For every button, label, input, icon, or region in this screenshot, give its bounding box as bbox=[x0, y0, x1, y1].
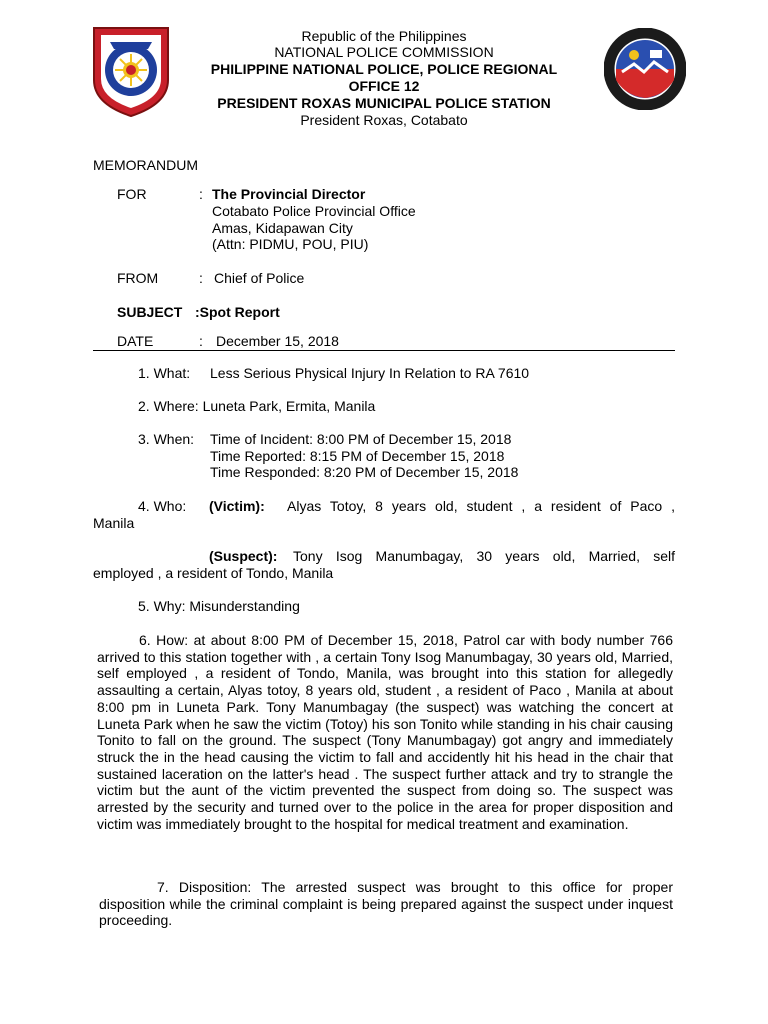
how-paragraph: 6. How: at about 8:00 PM of December 15, 2018, Patrol car with body number 766 arrived to this station together with , a certain Tony Isog Manumbagay, 30 years old, Married, self employed , a resident of Tondo, Manila, was brought into this station for allegedly assaulting a certain, Alyas totoy, 8 years old, student , a resident of Paco , Manila at about 8:00 pm in Luneta Park. Tony Manumbagay (the suspect) was watching the concert at Luneta Park when he saw the victim (Totoy) his son Tonito while standing in his chair causing Tonito to fall on the ground. The suspect (Tony Manumbagay) got angry and immediately struck the in the head causing the victim to fall and accidently hit his head in the chair that sustained laceration on the latter's head . The suspect further attack and try to strangle the victim but the aunt of the victim prevented the suspect from doing so. The suspect was arrested by the security and turned over to the police in the area for proper disposition and victim was immediately brought to the hospital for medical treatment and examination. bbox=[97, 632, 673, 832]
suspect-label: (Suspect): bbox=[209, 548, 278, 564]
when-responded: Time Responded: 8:20 PM of December 15, 2018 bbox=[210, 464, 519, 480]
where-line: 2. Where: Luneta Park, Ermita, Manila bbox=[138, 398, 376, 414]
for-office: Cotabato Police Provincial Office bbox=[212, 203, 416, 219]
date-colon: : bbox=[199, 333, 203, 349]
from-colon: : bbox=[199, 270, 203, 286]
disposition-paragraph: 7. Disposition: The arrested suspect was brought to this office for proper disposition while the criminal complaint is being prepared against the suspect under inquest proceeding. bbox=[99, 879, 673, 929]
memo-title: MEMORANDUM bbox=[93, 157, 198, 173]
for-colon: : bbox=[199, 186, 203, 202]
date-label: DATE bbox=[117, 333, 154, 349]
suspect-text-cont: employed , a resident of Tondo, Manila bbox=[93, 565, 334, 581]
date-value: December 15, 2018 bbox=[216, 333, 339, 349]
subject-label: SUBJECT bbox=[117, 304, 183, 320]
subject-value: :Spot Report bbox=[195, 304, 280, 320]
what-value: Less Serious Physical Injury In Relation to RA 7610 bbox=[210, 365, 530, 381]
from-value: Chief of Police bbox=[214, 270, 305, 286]
for-name: The Provincial Director bbox=[212, 186, 366, 202]
what-label: 1. What: bbox=[138, 365, 191, 381]
victim-label: (Victim): bbox=[209, 498, 265, 514]
header-location: President Roxas, Cotabato bbox=[300, 112, 468, 128]
suspect-text: Tony Isog Manumbagay, 30 years old, Married, self bbox=[293, 548, 675, 564]
victim-text-cont: Manila bbox=[93, 515, 135, 531]
for-label: FOR bbox=[117, 186, 147, 202]
victim-text: Alyas Totoy, 8 years old, student , a resident of Paco , bbox=[287, 498, 675, 514]
from-label: FROM bbox=[117, 270, 159, 286]
header-pnp-region: PHILIPPINE NATIONAL POLICE, POLICE REGIONAL bbox=[210, 61, 558, 77]
for-attention: (Attn: PIDMU, POU, PIU) bbox=[212, 236, 369, 252]
header-office: OFFICE 12 bbox=[348, 78, 420, 94]
header-napolcom: NATIONAL POLICE COMMISSION bbox=[274, 44, 494, 60]
when-reported: Time Reported: 8:15 PM of December 15, 2018 bbox=[210, 448, 505, 464]
header-divider bbox=[93, 350, 675, 351]
when-incident: Time of Incident: 8:00 PM of December 15, 2018 bbox=[210, 431, 512, 447]
for-address: Amas, Kidapawan City bbox=[212, 220, 353, 236]
why-line: 5. Why: Misunderstanding bbox=[138, 598, 300, 614]
header-republic: Republic of the Philippines bbox=[301, 28, 467, 44]
who-label: 4. Who: bbox=[138, 498, 187, 514]
header-station: PRESIDENT ROXAS MUNICIPAL POLICE STATION bbox=[217, 95, 551, 111]
when-label: 3. When: bbox=[138, 431, 195, 447]
